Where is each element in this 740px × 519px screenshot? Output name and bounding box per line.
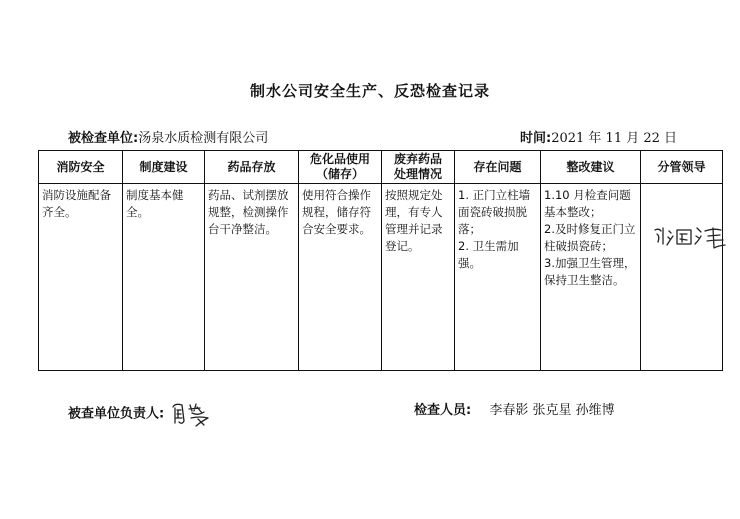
responsible-handwritten-signature [170, 399, 216, 429]
inspected-unit-value: 汤泉水质检测有限公司 [138, 131, 269, 146]
responsible-label: 被查单位负责人: [68, 406, 165, 422]
header-drug-storage: 药品存放 [205, 151, 299, 184]
header-fire-safety: 消防安全 [39, 151, 123, 184]
cell-fire-safety: 消防设施配备齐全。 [39, 184, 123, 371]
inspectors-line [414, 399, 615, 418]
header-system-building: 制度建设 [123, 151, 205, 184]
leader-handwritten-signature [651, 222, 731, 252]
header-existing-problems: 存在问题 [455, 151, 541, 184]
header-waste-disposal: 废弃药品 处理情况 [382, 151, 455, 184]
inspectors-label: 检查人员: [414, 403, 472, 418]
inspected-unit-label: 被检查单位: [68, 131, 139, 146]
document-title: 制水公司安全生产、反恐检查记录 [249, 82, 490, 100]
cell-leader-signature [641, 184, 723, 371]
responsible-person-line [68, 399, 216, 429]
header-leader: 分管领导 [641, 151, 723, 184]
table-header-row [39, 151, 723, 184]
header-hazardous-chemicals: 危化品使用 （储存） [299, 151, 382, 184]
inspection-table [38, 150, 723, 371]
time-line [520, 127, 677, 146]
header-rectification: 整改建议 [541, 151, 641, 184]
cell-rectification: 1.10 月检查问题基本整改； 2.及时修复正门立柱破损瓷砖； 3.加强卫生管理，保持卫生整洁。 [541, 184, 641, 371]
time-label: 时间: [520, 131, 552, 146]
time-value: 2021 年 11 月 22 日 [551, 131, 678, 146]
cell-hazardous-chemicals: 使用符合操作规程，储存符合安全要求。 [299, 184, 382, 371]
cell-waste-disposal: 按照规定处理，有专人管理并记录登记。 [382, 184, 455, 371]
cell-system-building: 制度基本健全。 [123, 184, 205, 371]
cell-drug-storage: 药品、试剂摆放规整，检测操作台干净整洁。 [205, 184, 299, 371]
table-row [39, 184, 723, 371]
cell-existing-problems: 1. 正门立柱墙面瓷砖破损脱落； 2. 卫生需加强。 [455, 184, 541, 371]
inspectors-names: 李春影 张克星 孙维博 [489, 403, 615, 418]
inspected-unit-line [68, 127, 268, 146]
